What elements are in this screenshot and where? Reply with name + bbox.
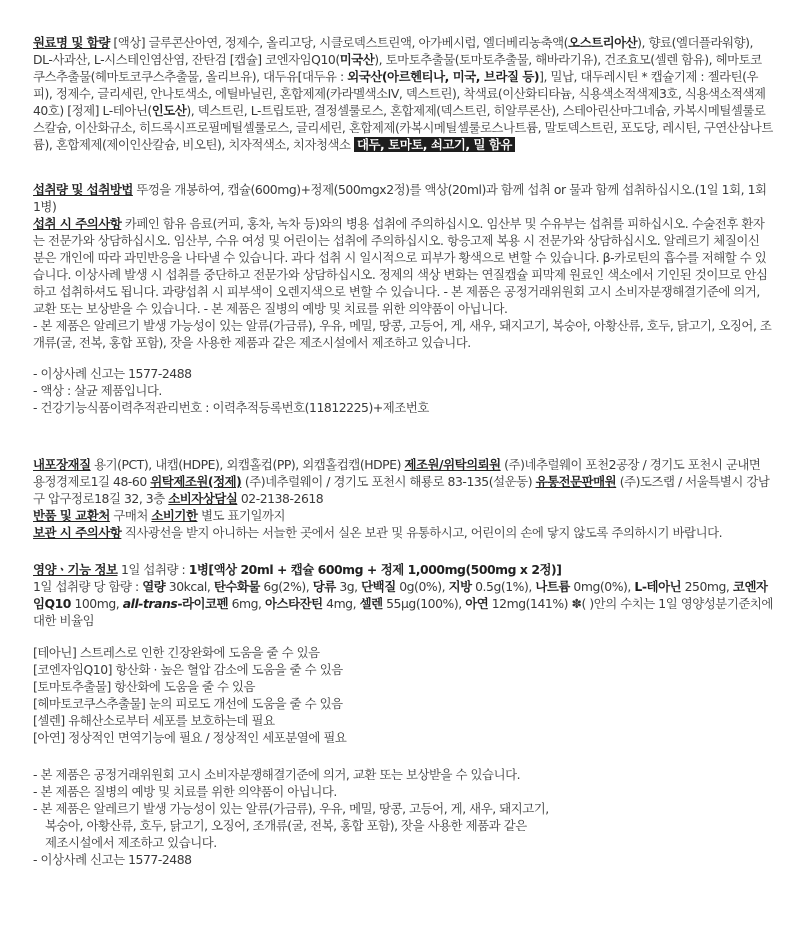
- function-item: [아연] 정상적인 면역기능에 필요 / 정상적인 세포분열에 필요: [33, 730, 347, 745]
- nutrient-name: 탄수화물: [213, 579, 260, 594]
- functions-section: [33, 644, 773, 746]
- packaging-text: 용기(PCT), 내캡(HDPE), 외캡홀컵(PP), 외캡홀컵캡(HDPE): [90, 457, 405, 472]
- packaging-paragraph: [33, 456, 773, 507]
- nutrient-value: 6mg,: [228, 596, 266, 611]
- nutrient-value: 0.5g(1%),: [471, 579, 536, 594]
- intake-heading: 섭취량 및 섭취방법: [33, 182, 133, 197]
- nutrient-name: 셀렌: [359, 596, 383, 611]
- nutrient-value: 6g(2%),: [259, 579, 313, 594]
- nutrition-note: ✽( )안의 수치는 1일 영양성분기준치에 대한 비율임: [33, 596, 773, 628]
- distributor-heading: 유통전문판매원: [535, 474, 617, 489]
- ingredients-text-5: ), 덱스트린, L-트립토판, 결정셀룰로스, 혼합제제(덱스트린, 히알루론산), 스테아린산마그네슘, 카복시메틸셀룰로스칼슘, 이산화규소, 히드록시프로필메틸셀룰로스, 글리세린, 혼합제제(카복시메틸셀룰로스나트륨, 말토덱스트린, 포도당, 레시틴, 구연산삼나트륨), 혼합제제(제이인산칼슘, 비오틴), 치자적색소, 치자청색소: [33, 103, 773, 152]
- storage-paragraph: [33, 524, 773, 541]
- storage-text: 직사광선을 받지 아니하는 서늘한 곳에서 실온 보관 및 유통하시고, 어린이의 손에 닿지 않도록 주의하시기 바랍니다.: [121, 525, 723, 540]
- function-item: [코엔자임Q10] 항산화 · 높은 혈압 감소에 도움을 줄 수 있음: [33, 662, 343, 677]
- nutrient-name: 당류: [312, 579, 336, 594]
- caution-allergy: - 본 제품은 알레르기 발생 가능성이 있는 알류(가금류), 우유, 메밀, 땅콩, 고등어, 게, 새우, 돼지고기, 복숭아, 아황산류, 호두, 닭고기, 오징어, 조개류(굴, 전복, 홍합 포함), 잣을 사용한 제품과 같은 제조시설에서 제조하고 있습니다.: [33, 318, 772, 350]
- nutrition-section: [33, 561, 773, 629]
- product-info-document: [33, 34, 773, 868]
- ingredients-paragraph: [33, 34, 773, 153]
- serving-prefix: 1일 섭취량 :: [117, 562, 189, 577]
- caution-text: 카페인 함유 음료(커피, 홍차, 녹차 등)와의 병용 섭취에 주의하십시오. 임산부 및 수유부는 섭취를 피하십시오. 수술전후 환자는 전문가와 상담하십시오. 임산부, 수유 여성 및 어린이는 섭취에 주의하십시오. 항응고제 복용 시 전문가와 상담하십시오. 알레르기 체질이신 분은 개인에 따라 과민반응을 나타낼 수 있습니다. 과다 섭취 시 일시적으로 피부가 황색으로 변할 수 있습니다. β-카로틴의 흡수를 저해할 수 있습니다. 이상사례 발생 시 섭취를 중단하고 전문가와 상담하십시오. 정제의 색상 변화는 연질캡슐 피막제 원료인 색소에서 기인된 것이므로 안심하고 섭취하셔도 됩니다. 과량섭취 시 피부색이 오렌지색으로 변할 수 있습니다. - 본 제품은 공정거래위원회 고시 소비자분쟁해결기준에 의거, 교환 또는 보상받을 수 있습니다. - 본 제품은 질병의 예방 및 치료를 위한 의약품이 아닙니다.: [33, 216, 768, 316]
- nutrient-value: 0g(0%),: [395, 579, 449, 594]
- function-item: [셀렌] 유해산소로부터 세포를 보호하는데 필요: [33, 713, 275, 728]
- nutrient-name: 아스타잔틴: [265, 596, 323, 611]
- nutrient-value: 0mg(0%),: [569, 579, 635, 594]
- function-item: [토마토추출물] 항산화에 도움을 줄 수 있음: [33, 679, 256, 694]
- origin-india: 인도산: [151, 103, 187, 118]
- nutrient-name: L-테아닌: [634, 579, 682, 594]
- caution-trace-line: - 건강기능식품이력추적관리번호 : 이력추적등록번호(11812225)+제조번호: [33, 400, 429, 415]
- caution-heading: 섭취 시 주의사항: [33, 216, 122, 231]
- nutrient-value: 3g,: [335, 579, 362, 594]
- nutrient-name: 코엔자임Q10: [33, 579, 768, 611]
- notice-compensation: - 본 제품은 공정거래위원회 고시 소비자분쟁해결기준에 의거, 교환 또는 보상받을 수 있습니다.: [33, 767, 521, 782]
- nutrient-name: 단백질: [361, 579, 396, 594]
- origin-usa: 미국산: [339, 52, 375, 67]
- notices-section: [33, 766, 773, 868]
- nutrient-value: 55μg(100%),: [382, 596, 466, 611]
- notice-allergy-line-2: 복숭아, 아황산류, 호두, 닭고기, 오징어, 조개류(굴, 전복, 홍합 포함), 잣을 사용한 제품과 같은: [45, 818, 527, 833]
- origin-austria: 오스트리아산: [568, 35, 638, 50]
- consumer-center-heading: 소비자상담실: [168, 491, 238, 506]
- ingredients-text-3: ), 토마토추출물(토마토추출물, 해바라기유), 건조효모(셀렌 함유), 헤마토코쿠스추출물(헤마토코쿠스추출물, 올리브유), 대두유[대두유 :: [33, 52, 762, 84]
- origin-foreign: 외국산(아르헨티나, 미국, 브라질 등): [347, 69, 540, 84]
- storage-heading: 보관 시 주의사항: [33, 525, 122, 540]
- nutrient-name-lycopene: [123, 596, 228, 611]
- nutrition-content: [33, 578, 773, 629]
- allergen-highlight: 대두, 토마토, 쇠고기, 밀 함유: [354, 137, 515, 152]
- nutrient-value: 250mg,: [681, 579, 733, 594]
- consign-text: (주)네추럴웨이 / 경기도 포천시 해룡로 83-135(설운동): [241, 474, 536, 489]
- notice-allergy-line-3: 제조시설에서 제조하고 있습니다.: [45, 835, 217, 850]
- expiry-text: 별도 표기일까지: [197, 508, 286, 523]
- notice-report: - 이상사례 신고는 1577-2488: [33, 852, 192, 867]
- return-paragraph: [33, 507, 773, 524]
- nutrition-heading: 영양ㆍ기능 정보: [33, 562, 118, 577]
- caution-paragraph: [33, 215, 773, 317]
- nutrition-serving: [33, 561, 773, 578]
- return-heading: 반품 및 교환처: [33, 508, 110, 523]
- intake-section: [33, 181, 773, 416]
- lycopene-italic-prefix: all-trans: [122, 596, 178, 611]
- ingredients-section: [33, 34, 773, 153]
- nutrient-name: 지방: [448, 579, 472, 594]
- nutrient-value: 30kcal,: [165, 579, 214, 594]
- caution-report-line: - 이상사례 신고는 1577-2488: [33, 366, 192, 381]
- consumer-center-phone: 02-2138-2618: [237, 491, 324, 506]
- caution-liquid-line: - 액상 : 살균 제품입니다.: [33, 383, 162, 398]
- lycopene-name: -라이코펜: [177, 596, 229, 611]
- packaging-section: [33, 456, 773, 541]
- intake-text: 뚜껑을 개봉하여, 캡슐(600mg)+정제(500mgx2정)를 액상(20ml)과 함께 섭취 or 물과 함께 섭취하십시오.(1일 1회, 1회 1병): [33, 182, 767, 214]
- function-item: [헤마토코쿠스추출물] 눈의 피로도 개선에 도움을 줄 수 있음: [33, 696, 343, 711]
- distributor-text: (주)도즈랩 / 서울특별시 강남구 압구정로18길 32, 3층: [33, 474, 770, 506]
- notice-not-medicine: - 본 제품은 질병의 예방 및 치료를 위한 의약품이 아닙니다.: [33, 784, 337, 799]
- nutrient-value: 100mg,: [70, 596, 123, 611]
- manufacturer-heading: 제조원/위탁의뢰원: [404, 457, 501, 472]
- ingredients-heading: 원료명 및 함량: [33, 35, 110, 50]
- ingredients-text-2: ), 향료(엘더플라워향), DL-사과산, L-시스테인염산염, 잔탄검 [캡슐] 코엔자임Q10(: [33, 35, 753, 67]
- function-item: [테아닌] 스트레스로 인한 긴장완화에 도움을 줄 수 있음: [33, 645, 320, 660]
- nutrient-value: 4mg,: [322, 596, 360, 611]
- content-prefix: 1일 섭취량 당 함량 :: [33, 579, 143, 594]
- serving-amount: 1병[액상 20ml + 캡슐 600mg + 정제 1,000mg(500mg x 2정)]: [188, 562, 562, 577]
- packaging-heading: 내포장재질: [33, 457, 91, 472]
- ingredients-text-1: [액상] 글루콘산아연, 정제수, 올리고당, 시클로덱스트린액, 아가베시럽, 엘더베리농축액(: [109, 35, 569, 50]
- notice-allergy-line-1: - 본 제품은 알레르기 발생 가능성이 있는 알류(가금류), 우유, 메밀, 땅콩, 고등어, 게, 새우, 돼지고기,: [33, 801, 549, 816]
- expiry-heading: 소비기한: [151, 508, 198, 523]
- nutrient-name: 아연: [465, 596, 489, 611]
- nutrient-value: 12mg(141%): [488, 596, 572, 611]
- nutrient-name: 나트륨: [535, 579, 570, 594]
- consign-heading: 위탁제조원(정제): [150, 474, 242, 489]
- intake-paragraph: [33, 181, 773, 215]
- manufacturer-text: (주)네추럴웨이 포천2공장 / 경기도 포천시 군내면 용정경제로1길 48-60: [33, 457, 761, 489]
- nutrient-name: 열량: [142, 579, 166, 594]
- ingredients-text-4: ], 밀납, 대두레시틴 * 캡슐기제 : 젤라틴(우피), 정제수, 글리세린, 안나토색소, 에틸바닐린, 혼합제제(카라멜색소IV, 덱스트린), 착색료(이산화티타늄, 식용색소적색제3호, 식용색소적색제40호) [정제] L-테아닌(: [33, 69, 766, 118]
- return-text: 구매처: [109, 508, 152, 523]
